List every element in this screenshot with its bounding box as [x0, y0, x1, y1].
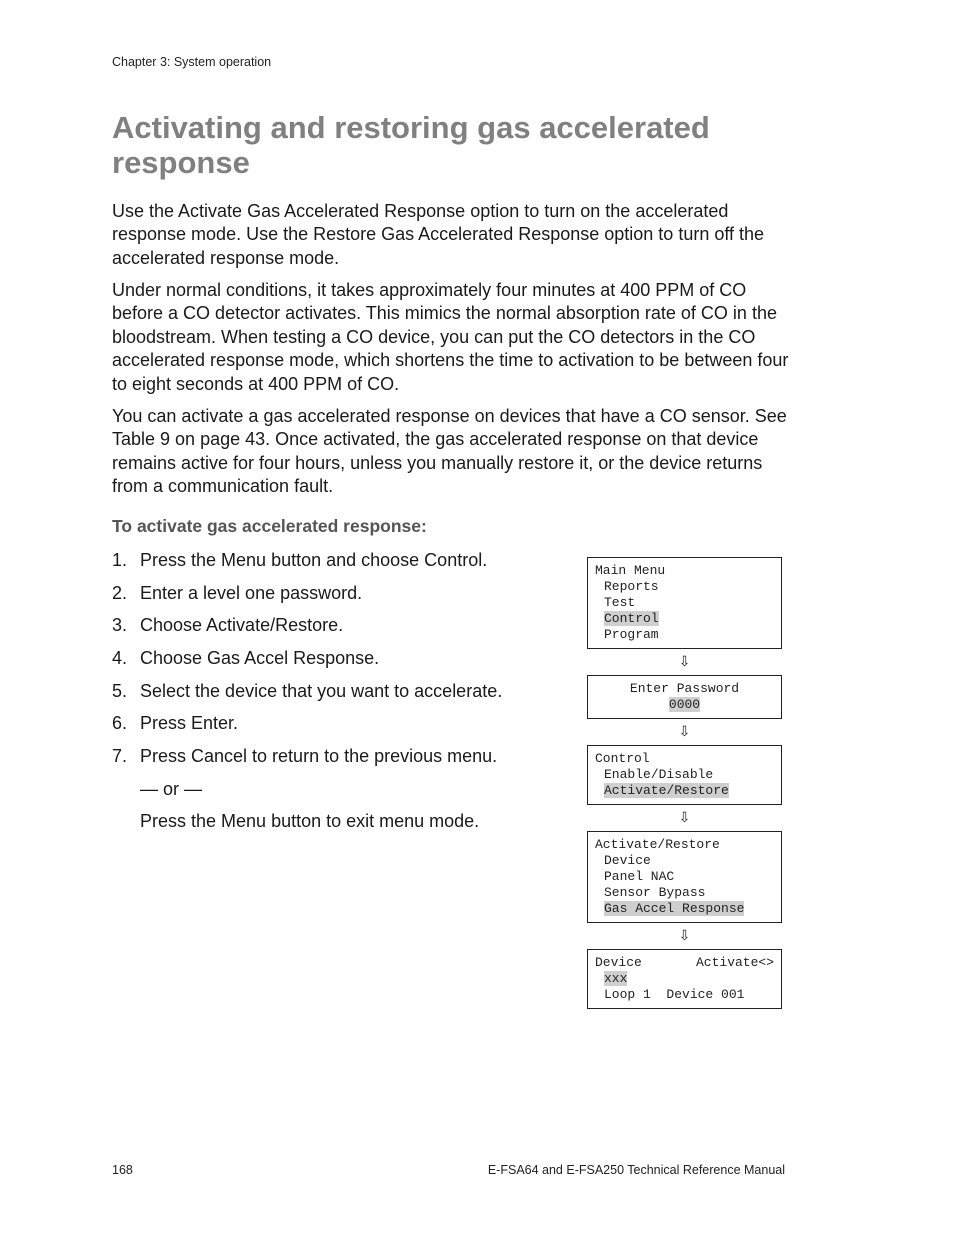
page-number: 168 — [112, 1163, 133, 1177]
lcd-menu-item — [595, 901, 774, 917]
conditions-paragraph: Under normal conditions, it takes approximately four minutes at 400 PPM of CO before a CO detector activates. This mimics the normal absorption rate of CO in the bloodstream. When testing a CO device, you can put the CO detectors in the CO accelerated response mode, which shortens the time to activation to be between four to eight seconds at 400 PPM of CO. — [112, 280, 789, 394]
lcd-device-value-row — [595, 971, 774, 987]
manual-title: E-FSA64 and E-FSA250 Technical Reference Manual — [487, 1163, 785, 1177]
page-title: Activating and restoring gas accelerated response — [112, 110, 710, 180]
down-arrow-icon: ⇩ — [678, 654, 691, 670]
lcd-menu-item — [595, 627, 774, 643]
step-number: 5. — [112, 680, 128, 701]
lcd-menu-item — [595, 595, 774, 611]
step-item — [112, 647, 552, 680]
lcd-item-device: Device — [604, 853, 651, 868]
lcd-device-screen — [587, 949, 782, 1009]
step-number: 1. — [112, 550, 128, 570]
lcd-item-panel-nac: Panel NAC — [604, 869, 675, 884]
lcd-item-activate-restore-selected: Activate/Restore — [604, 783, 729, 798]
step-number: 6. — [112, 713, 128, 734]
lcd-menu-item — [595, 783, 774, 799]
lcd-device-value: xxx — [604, 971, 628, 986]
lcd-menu-item — [595, 579, 774, 595]
lcd-item-test: Test — [604, 595, 636, 610]
lcd-screen-sequence — [587, 557, 782, 1009]
lcd-password-row — [595, 697, 774, 713]
lcd-title: Enter Password — [629, 681, 740, 696]
or-separator: — or — — [140, 779, 203, 799]
step-text: Enter a level one password. — [140, 582, 363, 603]
step-item — [112, 680, 552, 713]
step-text: Select the device that you want to accelerate. — [140, 680, 503, 701]
lcd-control-menu — [587, 745, 782, 805]
step-number: 7. — [112, 746, 128, 767]
lcd-item-gas-accel-selected: Gas Accel Response — [604, 901, 745, 916]
down-arrow-icon: ⇩ — [678, 928, 691, 944]
lcd-main-menu — [587, 557, 782, 649]
down-arrow-icon: ⇩ — [678, 810, 691, 826]
step-text: Choose Activate/Restore. — [140, 615, 344, 636]
step-text: Press Enter. — [140, 713, 239, 734]
step-item — [112, 712, 552, 745]
running-header: Chapter 3: System operation — [112, 55, 272, 69]
step-item — [112, 614, 552, 647]
lcd-menu-item — [595, 611, 774, 627]
activation-paragraph: You can activate a gas accelerated response on devices that have a CO sensor. See Table 9 on page 43. Once activated, the gas accelerated response on that device remains active for four hours, unless you manually restore it, or the device returns from a communication fault. — [112, 406, 787, 497]
lcd-menu-item — [595, 853, 774, 869]
lcd-title: Activate/Restore — [595, 837, 720, 852]
lcd-device-location: Loop 1 Device 001 — [604, 987, 745, 1002]
lcd-password-value: 0000 — [668, 697, 701, 712]
intro-paragraph: Use the Activate Gas Accelerated Response option to turn on the accelerated response mode. Use the Restore Gas Accelerated Response option to turn off the accelerated response mode. — [112, 201, 765, 268]
step-item — [112, 549, 552, 582]
lcd-enter-password — [587, 675, 782, 719]
lcd-title-left: Device — [595, 955, 642, 970]
step-item — [112, 582, 552, 615]
step-text: Press the Menu button and choose Control. — [140, 550, 488, 570]
procedure-steps — [112, 549, 552, 778]
lcd-item-reports: Reports — [604, 579, 659, 594]
lcd-item-program: Program — [604, 627, 659, 642]
alternate-step-text: Press the Menu button to exit menu mode. — [140, 811, 480, 831]
lcd-title: Main Menu — [595, 563, 666, 578]
lcd-menu-item — [595, 885, 774, 901]
procedure-heading: To activate gas accelerated response: — [112, 516, 427, 536]
lcd-title: Control — [595, 751, 650, 766]
lcd-menu-item — [595, 767, 774, 783]
lcd-item-sensor-bypass: Sensor Bypass — [604, 885, 706, 900]
step-number: 3. — [112, 615, 128, 636]
step-text: Choose Gas Accel Response. — [140, 648, 380, 669]
lcd-title-right: Activate<> — [695, 955, 774, 970]
step-number: 4. — [112, 648, 128, 669]
lcd-item-enable-disable: Enable/Disable — [604, 767, 714, 782]
lcd-item-control-selected: Control — [604, 611, 659, 626]
lcd-title-row — [595, 955, 774, 971]
lcd-menu-item — [595, 869, 774, 885]
step-number: 2. — [112, 582, 128, 603]
step-text: Press Cancel to return to the previous menu. — [140, 746, 498, 767]
step-item — [112, 745, 552, 778]
lcd-activate-restore-menu — [587, 831, 782, 923]
down-arrow-icon: ⇩ — [678, 724, 691, 740]
